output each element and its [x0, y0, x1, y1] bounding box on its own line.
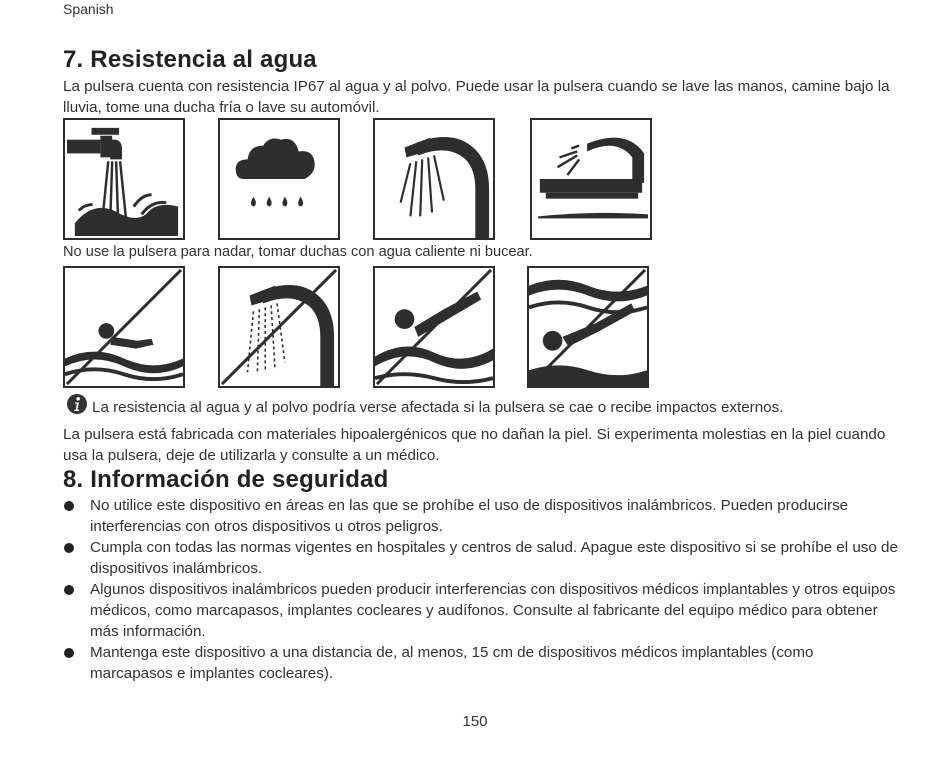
- list-item: [63, 642, 898, 684]
- water-restriction-warning: No use la pulsera para nadar, tomar duchas con agua caliente ni bucear.: [63, 244, 533, 260]
- safety-item-text: Cumpla con todas las normas vigentes en hospitales y centros de salud. Apague este dispositivo si se prohíbe el uso de dispositivos inalámbricos.: [90, 539, 898, 577]
- hand-washing-icon: [63, 118, 185, 240]
- safety-item-text: Mantenga este dispositivo a una distancia de, al menos, 15 cm de dispositivos médicos implantables (como marcapasos e implantes cocleares).: [90, 644, 814, 682]
- no-swimming-icon: [63, 266, 185, 388]
- no-diving-icon: [373, 266, 495, 388]
- impact-note: [66, 393, 898, 418]
- language-label: Spanish: [63, 1, 114, 17]
- bullet-icon: [64, 543, 74, 553]
- bullet-icon: [64, 501, 74, 511]
- bullet-icon: [64, 648, 74, 658]
- rain-icon: [218, 118, 340, 240]
- no-underwater-icon: [527, 266, 649, 388]
- section-title-water-resistance: 7. Resistencia al agua: [63, 46, 317, 73]
- car-wash-icon: [530, 118, 652, 240]
- info-icon: [66, 393, 88, 415]
- safety-list: [63, 495, 898, 684]
- list-item: [63, 579, 898, 642]
- safety-item-text: No utilice este dispositivo en áreas en las que se prohíbe el uso de dispositivos inalámbricos. Pueden producirse interferencias con otros dispositivos u otros peligros.: [90, 497, 849, 535]
- section-title-safety-info: 8. Información de seguridad: [63, 466, 389, 493]
- list-item: [63, 537, 898, 579]
- list-item: [63, 495, 898, 537]
- no-hot-shower-icon: [218, 266, 340, 388]
- hypoallergenic-paragraph: La pulsera está fabricada con materiales hipoalergénicos que no dañan la piel. Si experimenta molestias en la piel cuando usa la pulsera, deje de utilizarla y consulte a un médico.: [63, 426, 886, 464]
- water-resistance-intro: La pulsera cuenta con resistencia IP67 al agua y al polvo. Puede usar la pulsera cuando se lave las manos, camine bajo la lluvia, tome una ducha fría o lave su automóvil.: [63, 78, 890, 116]
- bullet-icon: [64, 585, 74, 595]
- page-number: 150: [462, 713, 488, 730]
- cold-shower-icon: [373, 118, 495, 240]
- safety-item-text: Algunos dispositivos inalámbricos pueden producir interferencias con dispositivos médicos implantables y otros equipos médicos, como marcapasos, implantes cocleares y audífonos. Consulte al fabricante del equipo médico para obtener más información.: [90, 581, 896, 640]
- impact-note-text: La resistencia al agua y al polvo podría verse afectada si la pulsera se cae o recibe impactos externos.: [92, 399, 784, 416]
